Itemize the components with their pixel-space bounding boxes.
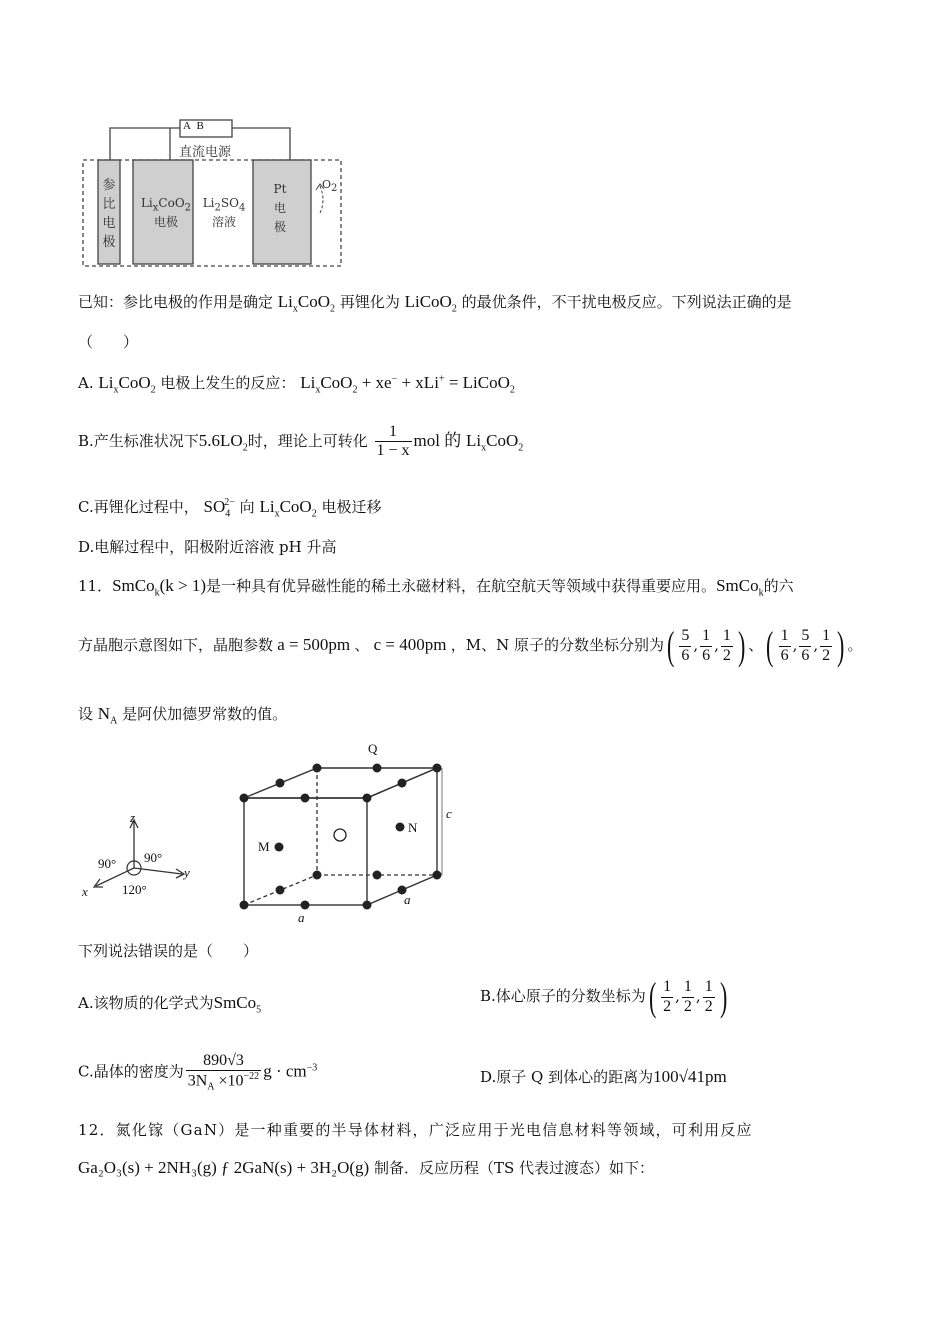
- axis-y-label: y: [184, 865, 190, 880]
- q11-stem: 下列说法错误的是（ ）: [78, 942, 259, 960]
- q12-line2: Ga₂O₃(s) + 2NH₃(g) ƒ 2GaN(s) + 3H₂O(g) 制备．反应历程（TS 代表过渡态）如下：: [78, 1158, 655, 1177]
- q11-option-a: A.该物质的化学式为SmCo$_5$: [78, 993, 262, 1016]
- axis-z-label: z: [130, 810, 136, 825]
- angle-label: 120°: [122, 882, 147, 897]
- atom-q-label: Q: [368, 741, 378, 756]
- param-a-label: a: [404, 892, 411, 907]
- atom-m-label: M: [258, 839, 270, 854]
- atom-n-label: N: [408, 820, 418, 835]
- q11-line1: 11．SmCo$_k$(k > 1)是一种具有优异磁性能的稀土永磁材料，在航空航天等领域中获得重要应用。SmCo$_k$的六: [78, 576, 794, 599]
- ref-char: 极: [102, 235, 116, 250]
- ref-char: 电: [102, 216, 116, 231]
- q11-option-d: D.原子 Q 到体心的距离为100√41pm: [480, 1067, 727, 1086]
- angle-label: 90°: [98, 856, 117, 871]
- reference-electrode-label: [101, 176, 117, 252]
- q11-option-b: B.体心原子的分数坐标为( $\frac{1}{2}$ , $\frac{1}{2}$ , $\frac{1}{2}$ ): [480, 974, 728, 1019]
- dc-terminals: [183, 120, 204, 132]
- o2-label: $O_2$: [322, 178, 338, 195]
- q11-line3: 设 $N_A$ 是阿伏加德罗常数的值。: [78, 704, 288, 727]
- lixcoo2-electrode-label: $Li_xCoO_2$ 电极: [140, 196, 192, 230]
- param-c-label: c: [446, 806, 452, 821]
- axis-x-label: x: [82, 884, 88, 899]
- solution-label: $Li_2SO_4$ 溶液: [202, 196, 246, 230]
- dc-source-label: 直流电源: [179, 145, 232, 160]
- q11-line2: 方晶胞示意图如下，晶胞参数 a = 500pm 、 c = 400pm ，M、N 原子的分数坐标分别为( $\frac{5}{6}$ , $\frac{1}{6}$ , $\frac{1}{2}$ ) 、( $\frac{1}{6}$ , $\frac{5}{6}$ , $\frac{1}{2}$ ) 。: [78, 623, 863, 668]
- q10-option-c: C.再锂化过程中， $SO_4^{2-}$ 向 $Li_xCoO_2$ 电极迁移: [78, 497, 382, 520]
- terminal-b: B: [196, 120, 204, 132]
- ref-char: 参: [102, 178, 116, 193]
- terminal-a: A: [183, 120, 191, 132]
- q11-option-c: C.晶体的密度为 $\frac{890√3}{3N_A \times 10^{-22}}$ $g \cdot cm^{-3}$: [78, 1052, 318, 1093]
- angle-label: 90°: [144, 850, 163, 865]
- q10-option-a: A. $Li_xCoO_2$ 电极上发生的反应： $Li_xCoO_2 + xe^- + xLi^+$ = LiCoO$_2$: [78, 373, 515, 396]
- fraction: $\frac{1}{1 - x}$: [376, 423, 410, 460]
- param-a-label: a: [298, 910, 305, 925]
- ref-char: 比: [102, 197, 116, 212]
- q10-paren: （ ）: [78, 333, 139, 351]
- pt-electrode-label: Pt 电 极: [273, 182, 287, 234]
- q10-option-b: B.产生标准状况下$5.6LO_2$时，理论上可转化 $\frac{1}{1 - x}$ mol 的 $Li_xCoO_2$: [78, 423, 524, 460]
- q10-known: 已知：参比电极的作用是确定 $Li_xCoO_2$ 再锂化为 LiCoO$_2$ 的最优条件，不干扰电极反应。下列说法正确的是: [78, 292, 792, 315]
- q12-line1: 12．氮化镓（GaN）是一种重要的半导体材料，广泛应用于光电信息材料等领域，可利用反应: [78, 1121, 753, 1139]
- q10-option-d: D.电解过程中，阳极附近溶液 pH 升高: [78, 538, 337, 556]
